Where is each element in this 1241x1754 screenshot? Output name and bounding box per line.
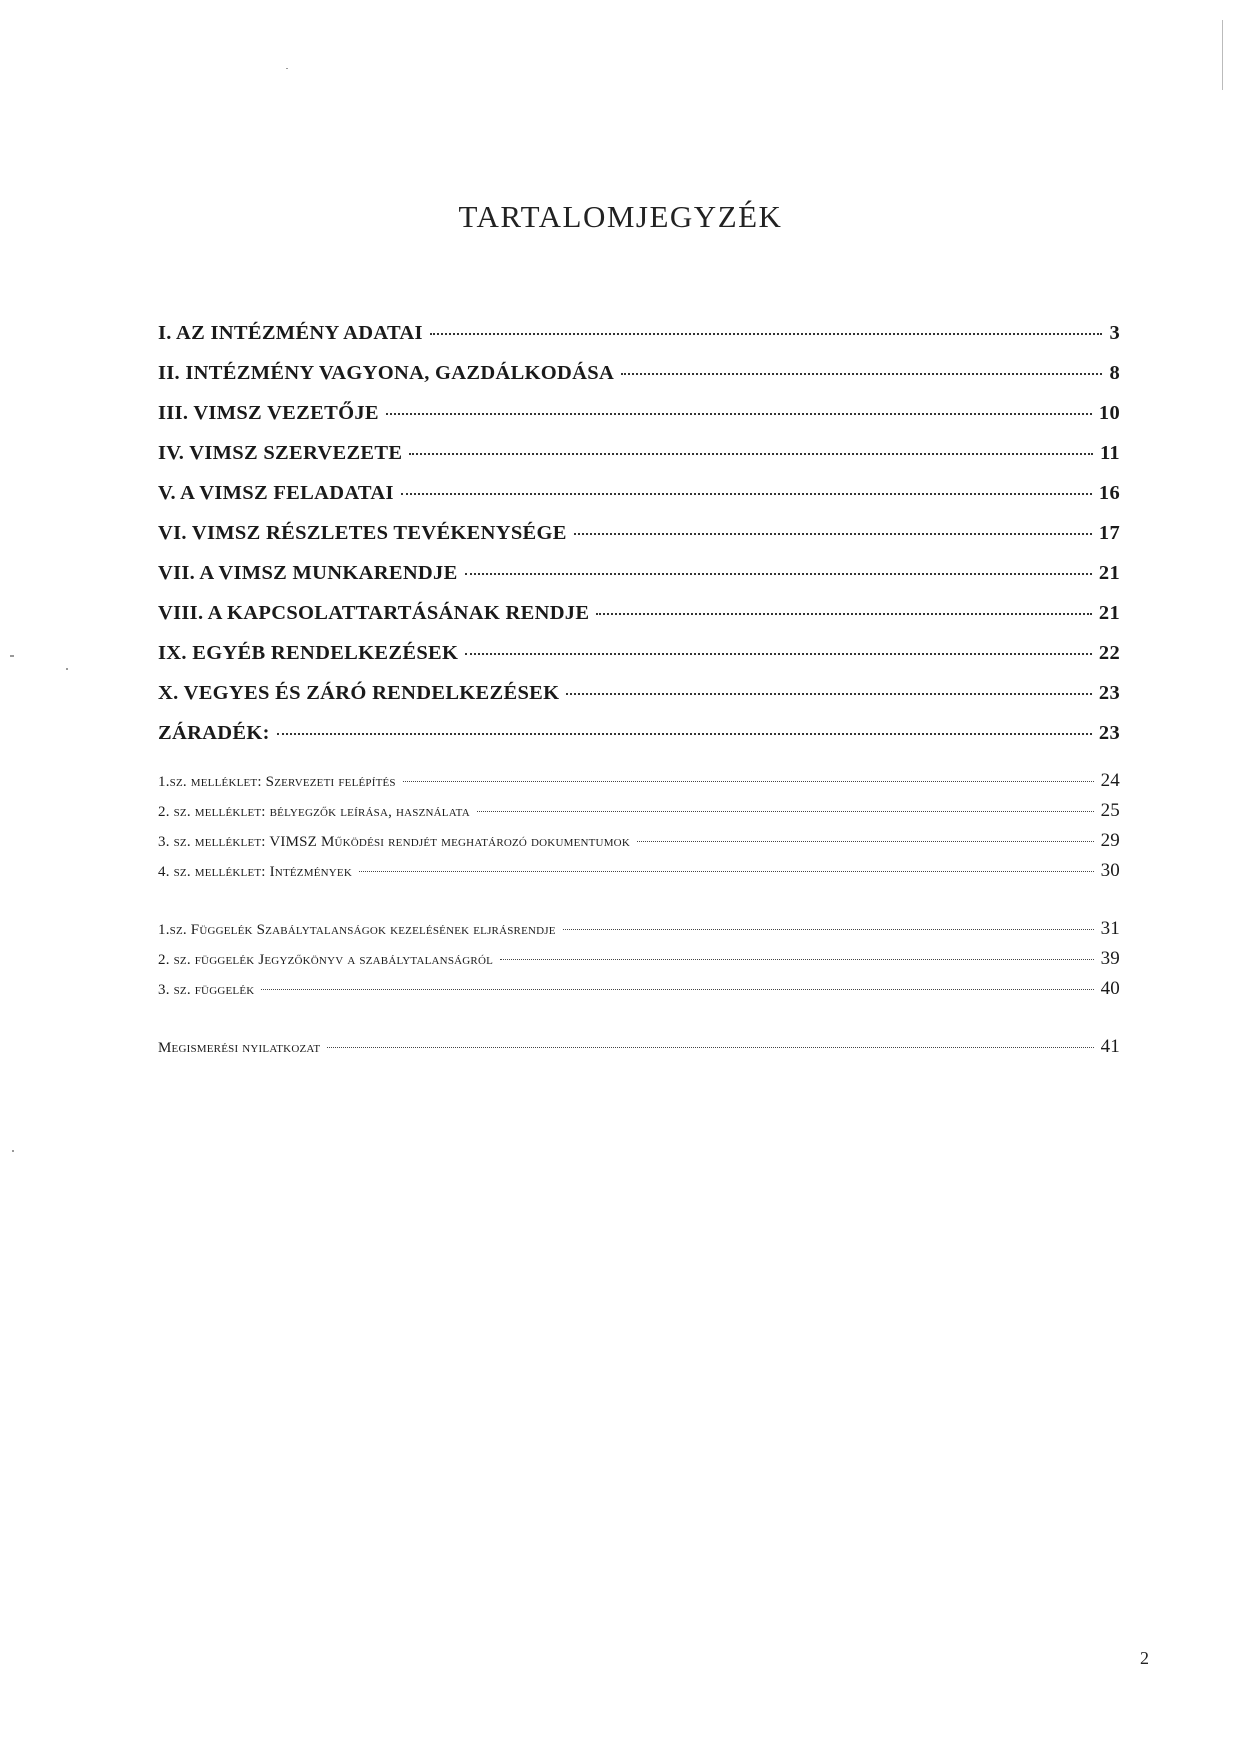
toc-entry-label: ZÁRADÉK: — [158, 722, 270, 744]
toc-entry-label: I. AZ INTÉZMÉNY ADATAI — [158, 322, 423, 344]
toc-entry-label: 4. sz. melléklet: Intézmények — [158, 864, 352, 880]
toc-dot-leader — [574, 533, 1092, 535]
toc-annex-entry[interactable] — [158, 800, 1120, 822]
toc-entry-label: VII. A VIMSZ MUNKARENDJE — [158, 562, 458, 584]
toc-entry[interactable] — [158, 442, 1120, 465]
scan-mark-left-1 — [10, 655, 14, 657]
toc-entry-label: Megismerési nyilatkozat — [158, 1040, 321, 1056]
toc-dot-leader — [409, 453, 1093, 455]
toc-annex-entry[interactable] — [158, 770, 1120, 792]
toc-dot-leader — [261, 989, 1093, 990]
toc-dot-leader — [327, 1047, 1093, 1048]
toc-dot-leader — [359, 871, 1094, 872]
toc-appendix-entry[interactable] — [158, 948, 1120, 970]
toc-entry-page: 40 — [1100, 978, 1120, 999]
toc-entry-page: 23 — [1098, 682, 1120, 704]
toc-entry-label: 3. sz. függelék — [158, 982, 255, 998]
toc-appendix-entry[interactable] — [158, 978, 1120, 1000]
toc-appendix-entry[interactable] — [158, 918, 1120, 940]
page-number: 2 — [1140, 1648, 1149, 1668]
toc-entry-label: VIII. A KAPCSOLATTARTÁSÁNAK RENDJE — [158, 602, 590, 624]
toc-entry-page: 31 — [1100, 918, 1120, 939]
toc-entry[interactable] — [158, 562, 1120, 585]
toc-entry-label: 2. sz. melléklet: bélyegzők leírása, használata — [158, 804, 470, 820]
toc-entry-label: IX. EGYÉB RENDELKEZÉSEK — [158, 642, 459, 664]
toc-entry-label: 3. sz. melléklet: VIMSZ Működési rendjét meghatározó dokumentumok — [158, 834, 630, 850]
toc-dot-leader — [386, 413, 1092, 415]
toc-dot-leader — [500, 959, 1094, 960]
toc-entry-label: VI. VIMSZ RÉSZLETES TEVÉKENYSÉGE — [158, 522, 567, 544]
toc-annex-entry[interactable] — [158, 830, 1120, 852]
toc-entry-page: 25 — [1100, 800, 1120, 821]
toc-dot-leader — [477, 811, 1094, 812]
toc-entry-page: 22 — [1098, 642, 1120, 664]
toc-entry[interactable] — [158, 322, 1120, 345]
scan-mark-left-2 — [66, 668, 68, 670]
toc-dot-leader — [277, 733, 1092, 735]
scan-mark-left-3 — [12, 1150, 14, 1152]
toc-entry[interactable] — [158, 362, 1120, 385]
toc-entry-label: 2. sz. függelék Jegyzőkönyv a szabálytalanságról — [158, 952, 494, 968]
toc-dot-leader — [566, 693, 1092, 695]
toc-dot-leader — [403, 781, 1094, 782]
toc-entry-page: 8 — [1109, 362, 1120, 384]
toc-entry-page: 41 — [1100, 1036, 1120, 1057]
toc-entry-page: 23 — [1098, 722, 1120, 744]
toc-entry-label: II. INTÉZMÉNY VAGYONA, GAZDÁLKODÁSA — [158, 362, 615, 384]
toc-entry-page: 11 — [1100, 442, 1120, 464]
toc-entry-page: 16 — [1098, 482, 1120, 504]
toc-entry-label: V. A VIMSZ FELADATAI — [158, 482, 394, 504]
toc-dot-leader — [430, 333, 1103, 335]
scan-mark-top — [286, 68, 288, 69]
toc-entry-label: 1.sz. Függelék Szabálytalanságok kezelésének eljrásrendje — [158, 922, 556, 938]
toc-entry-label: III. VIMSZ VEZETŐJE — [158, 402, 379, 424]
toc-entry-page: 21 — [1098, 562, 1120, 584]
toc-dot-leader — [563, 929, 1094, 930]
toc-entry-page: 39 — [1100, 948, 1120, 969]
toc-dot-leader — [621, 373, 1102, 375]
toc-dot-leader — [465, 573, 1092, 575]
toc-dot-leader — [596, 613, 1092, 615]
toc-closing-entry[interactable] — [158, 1036, 1120, 1058]
toc-entry[interactable] — [158, 682, 1120, 705]
scan-mark-right-edge — [1222, 20, 1223, 90]
toc-entry[interactable] — [158, 482, 1120, 505]
toc-entry[interactable] — [158, 722, 1120, 745]
toc-dot-leader — [465, 653, 1092, 655]
toc-entry-label: IV. VIMSZ SZERVEZETE — [158, 442, 403, 464]
toc-entry-label: 1.sz. melléklet: Szervezeti felépítés — [158, 774, 396, 790]
toc-entry[interactable] — [158, 642, 1120, 665]
toc-entry-page: 21 — [1098, 602, 1120, 624]
toc-entry[interactable] — [158, 522, 1120, 545]
toc-annex-entry[interactable] — [158, 860, 1120, 882]
toc-entry-page: 30 — [1100, 860, 1120, 881]
toc-entry[interactable] — [158, 602, 1120, 625]
toc-entry-page: 3 — [1109, 322, 1120, 344]
toc-dot-leader — [401, 493, 1092, 495]
toc-entry-page: 10 — [1098, 402, 1120, 424]
toc-entry-page: 17 — [1098, 522, 1120, 544]
toc-entry-page: 29 — [1100, 830, 1120, 851]
toc-dot-leader — [637, 841, 1094, 842]
toc-entry[interactable] — [158, 402, 1120, 425]
page-title: TARTALOMJEGYZÉK — [458, 198, 783, 234]
toc-entry-label: X. VEGYES ÉS ZÁRÓ RENDELKEZÉSEK — [158, 682, 560, 704]
toc-entry-page: 24 — [1100, 770, 1120, 791]
